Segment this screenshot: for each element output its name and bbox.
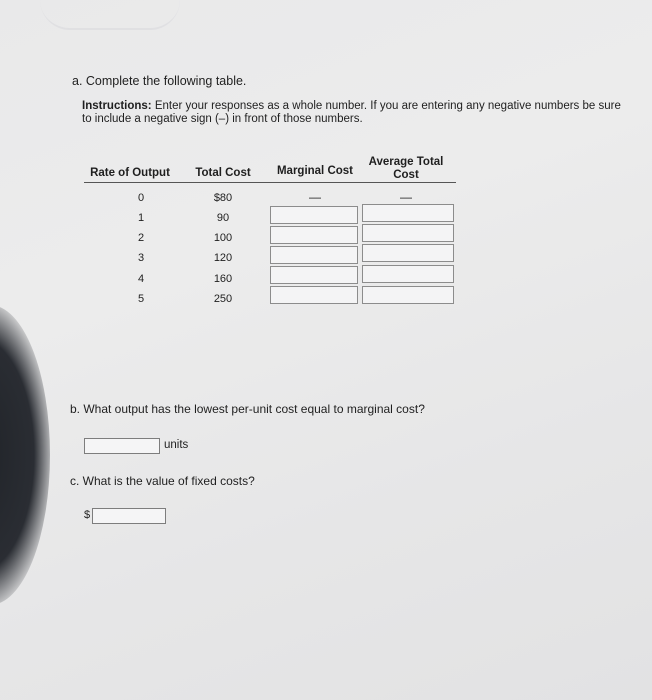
row4-total-cost: 160 — [213, 273, 233, 285]
row1-average-total-cost-input[interactable] — [362, 204, 454, 222]
lowest-cost-output-input[interactable] — [84, 438, 160, 454]
row2-total-cost: 100 — [213, 232, 233, 244]
row5-marginal-cost-input[interactable] — [270, 286, 358, 304]
header-total-cost: Total Cost — [195, 167, 251, 179]
header-marginal-cost: Marginal Cost — [276, 165, 354, 177]
row0-marginal-cost-dash: — — [309, 190, 321, 204]
row3-rate: 3 — [137, 252, 145, 264]
part-c-question: c. What is the value of fixed costs? — [70, 474, 255, 488]
row5-average-total-cost-input[interactable] — [362, 286, 454, 304]
row5-total-cost: 250 — [213, 293, 233, 305]
row2-average-total-cost-input[interactable] — [362, 224, 454, 242]
row3-total-cost: 120 — [213, 252, 233, 264]
header-divider — [84, 182, 456, 183]
instructions-label: Instructions: — [82, 100, 152, 112]
header-atc-line1: Average Total — [368, 156, 444, 168]
header-rate-of-output: Rate of Output — [90, 167, 170, 179]
row2-marginal-cost-input[interactable] — [270, 226, 358, 244]
row0-average-total-cost-dash: — — [400, 190, 412, 204]
row4-average-total-cost-input[interactable] — [362, 265, 454, 283]
units-label: units — [164, 439, 189, 451]
row4-marginal-cost-input[interactable] — [270, 266, 358, 284]
row4-rate: 4 — [137, 273, 145, 285]
dollar-sign: $ — [84, 509, 91, 521]
part-b-question: b. What output has the lowest per-unit cost equal to marginal cost? — [70, 402, 425, 416]
row3-marginal-cost-input[interactable] — [270, 246, 358, 264]
part-a-heading: a. Complete the following table. — [72, 74, 247, 88]
header-atc-line2: Cost — [393, 169, 419, 181]
row2-rate: 2 — [137, 232, 145, 244]
background-scribble — [40, 0, 180, 30]
row3-average-total-cost-input[interactable] — [362, 244, 454, 262]
row0-rate: 0 — [137, 192, 145, 204]
row1-total-cost: 90 — [216, 212, 230, 224]
fixed-costs-input[interactable] — [92, 508, 166, 524]
row1-marginal-cost-input[interactable] — [270, 206, 358, 224]
row1-rate: 1 — [137, 212, 145, 224]
instructions — [82, 100, 630, 126]
header-average-total-cost — [360, 156, 452, 182]
row0-total-cost: $80 — [213, 192, 233, 204]
instructions-text: Enter your responses as a whole number. If you are entering any negative numbers be sure to include a negative sign (–) in front of those numbers. — [82, 100, 621, 125]
background-shadow — [0, 305, 50, 605]
row5-rate: 5 — [137, 293, 145, 305]
